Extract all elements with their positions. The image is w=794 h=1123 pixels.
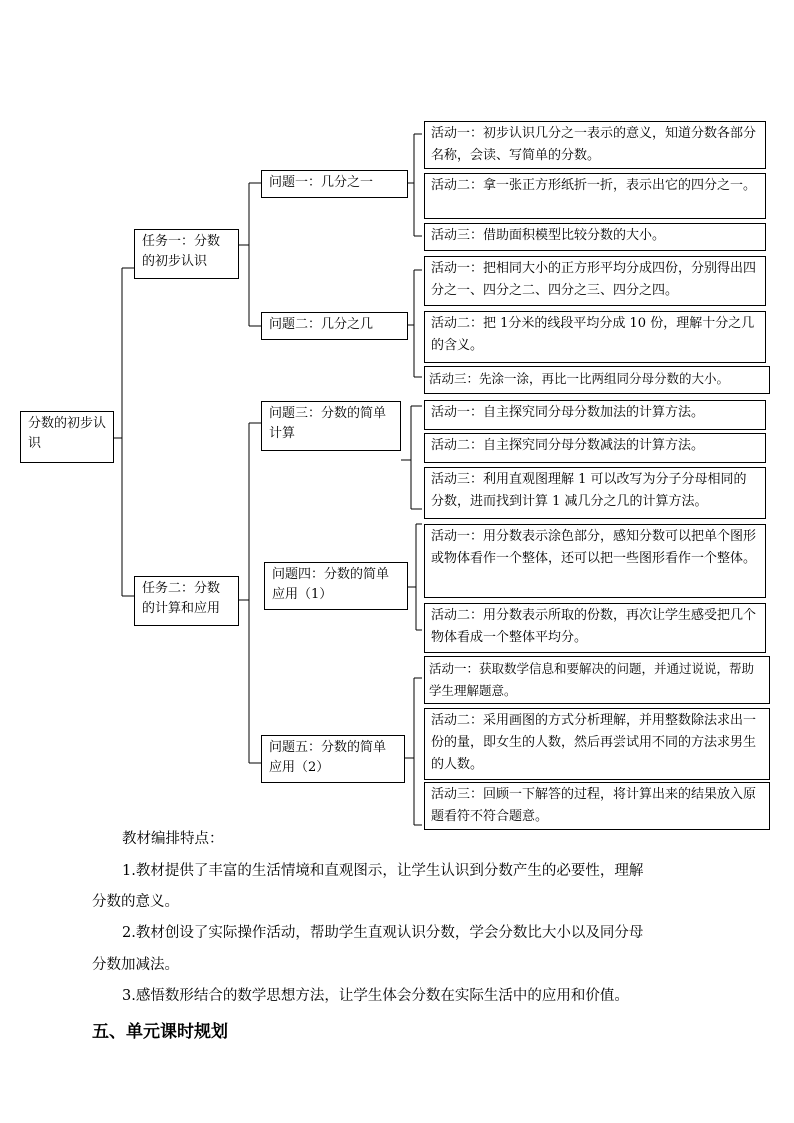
- task-node-2: 任务二：分数的计算和应用: [134, 576, 239, 626]
- problem-node-2: 问题二：几分之几: [261, 312, 408, 340]
- feature-1-line-1: 1.教材提供了丰富的生活情境和直观图示，让学生认识到分数产生的必要性，理解: [122, 863, 644, 879]
- activity-box: 活动一：把相同大小的正方形平均分成四份，分别得出四分之一、四分之二、四分之三、四分之四。: [424, 256, 766, 306]
- activity-box: 活动二：拿一张正方形纸折一折，表示出它的四分之一。: [424, 173, 766, 219]
- activity-box: 活动二：采用画图的方式分析理解，并用整数除法求出一份的量，即女生的人数，然后再尝试用不同的方法求男生的人数。: [424, 708, 770, 780]
- activity-box: 活动二：把 1分米的线段平均分成 10 份，理解十分之几的含义。: [424, 311, 766, 363]
- task-node-1: 任务一：分数的初步认识: [134, 229, 239, 279]
- activity-box: 活动三：回顾一下解答的过程，将计算出来的结果放入原题看符不符合题意。: [424, 782, 770, 830]
- activity-box: 活动一：自主探究同分母分数加法的计算方法。: [424, 400, 766, 430]
- problem-node-1: 问题一：几分之一: [261, 170, 408, 198]
- root-node: 分数的初步认识: [20, 411, 114, 463]
- feature-1-line-2: 分数的意义。: [92, 894, 179, 910]
- feature-2-line-1: 2.教材创设了实际操作活动，帮助学生直观认识分数，学会分数比大小以及同分母: [122, 925, 644, 941]
- activity-box: 活动三：利用直观图理解 1 可以改写为分子分母相同的分数，进而找到计算 1 减几分之几的计算方法。: [424, 467, 766, 519]
- problem-node-5: 问题五：分数的简单应用（2）: [261, 735, 405, 783]
- activity-box: 活动二：自主探究同分母分数减法的计算方法。: [424, 433, 766, 463]
- section-heading: 五、单元课时规划: [92, 1022, 228, 1042]
- problem-node-3: 问题三：分数的简单计算: [261, 401, 401, 451]
- feature-3: 3.感悟数形结合的数学思想方法，让学生体会分数在实际生活中的应用和价值。: [122, 988, 629, 1004]
- activity-box: 活动一：获取数学信息和要解决的问题，并通过说说，帮助学生理解题意。: [424, 656, 770, 704]
- problem-node-4: 问题四：分数的简单应用（1）: [264, 562, 408, 610]
- activity-box: 活动一：初步认识几分之一表示的意义，知道分数各部分名称，会读、写简单的分数。: [424, 121, 766, 169]
- features-title: 教材编排特点：: [122, 831, 224, 847]
- activity-box: 活动三：借助面积模型比较分数的大小。: [424, 223, 766, 251]
- activity-box: 活动一：用分数表示涂色部分，感知分数可以把单个图形或物体看作一个整体，还可以把一些图形看作一个整体。: [424, 524, 766, 598]
- feature-2-line-2: 分数加减法。: [92, 957, 179, 973]
- activity-box: 活动三：先涂一涂，再比一比两组同分母分数的大小。: [424, 366, 770, 394]
- activity-box: 活动二：用分数表示所取的份数，再次让学生感受把几个物体看成一个整体平均分。: [424, 603, 766, 653]
